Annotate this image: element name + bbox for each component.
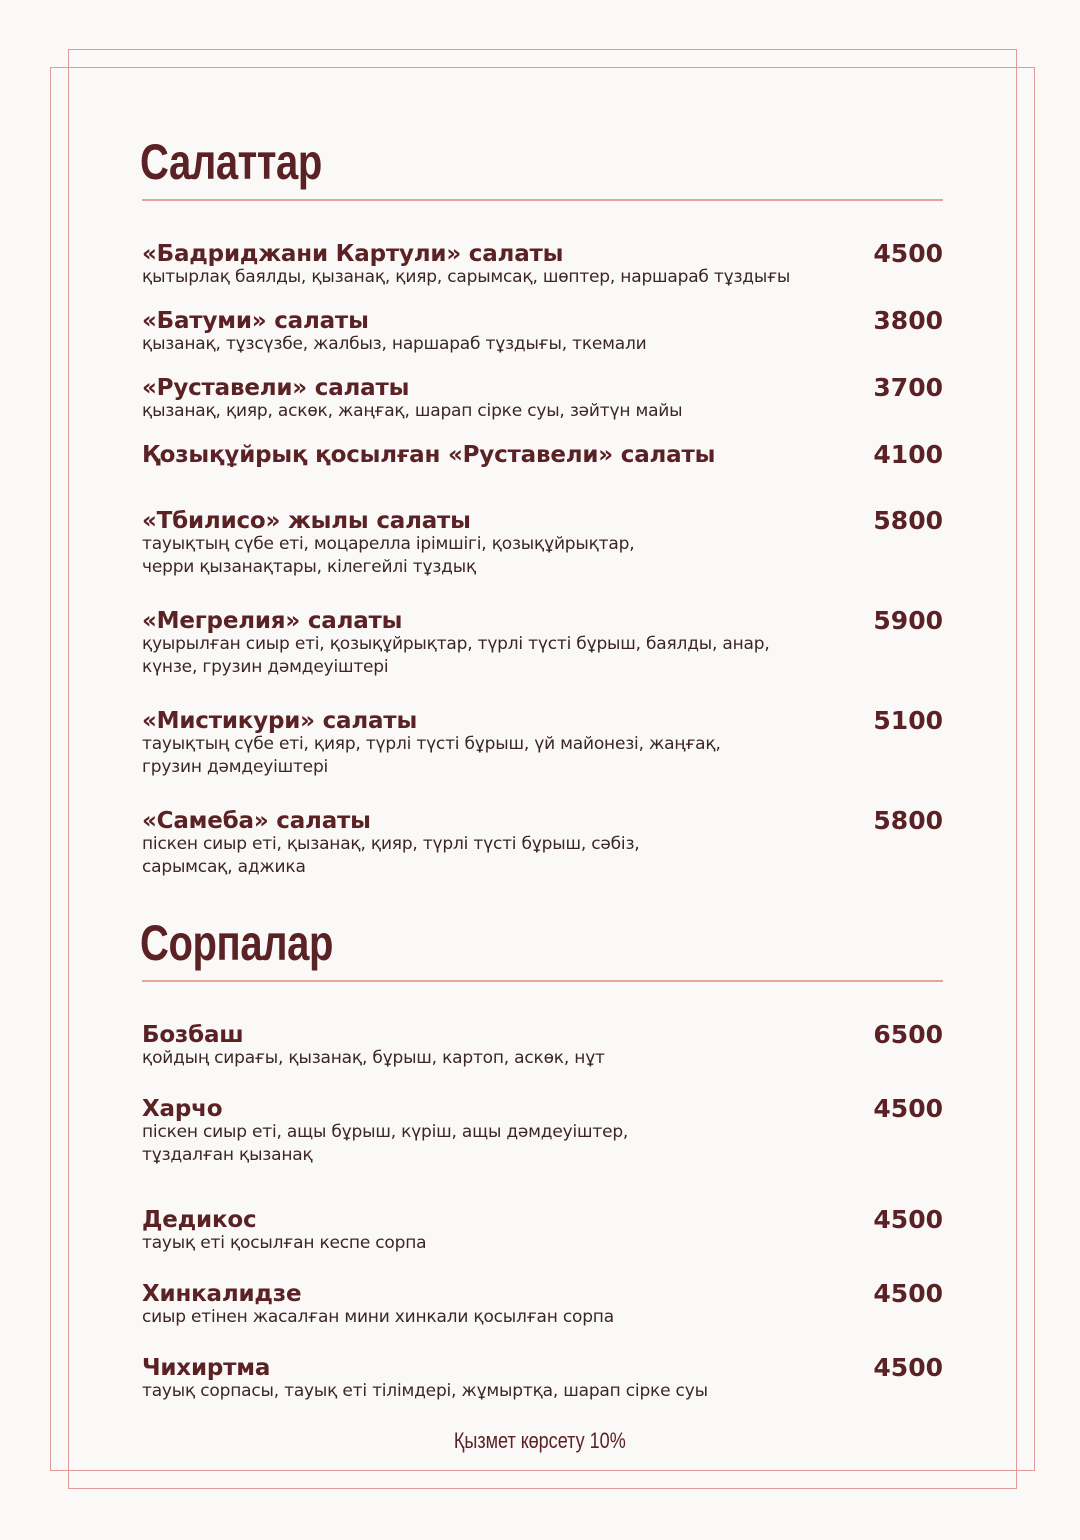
menu-item [142, 1094, 943, 1167]
menu-item-price: 5100 [873, 706, 943, 735]
menu-item [142, 706, 943, 779]
menu-item-description: тауық еті қосылған кеспе сорпа [142, 1233, 427, 1253]
menu-item-name: Қозықұйрық қосылған «Руставели» салаты [142, 442, 716, 468]
menu-item-price: 3700 [873, 373, 943, 402]
menu-item-name: «Мегрелия» салаты [142, 608, 403, 634]
menu-item-name: Чихиртма [142, 1355, 271, 1381]
menu-item-price: 4500 [873, 1205, 943, 1234]
menu-item-price: 3800 [873, 306, 943, 335]
menu-item [142, 806, 943, 879]
menu-item [142, 1279, 943, 1329]
menu-item-description: қытырлақ баялды, қызанақ, қияр, сарымсақ, шөптер, наршараб тұздығы [142, 267, 791, 287]
service-charge-text: Қызмет көрсету 10% [454, 1428, 626, 1453]
menu-item-description: қуырылған сиыр еті, қозықұйрықтар, түрлі түсті бұрыш, баялды, анар, күнзе, грузин дәмдеуіштері [142, 634, 770, 677]
menu-item-price: 4500 [873, 1353, 943, 1382]
menu-item [142, 306, 943, 356]
menu-item-name: «Тбилисо» жылы салаты [142, 508, 471, 534]
menu-item-price: 4500 [873, 1094, 943, 1123]
menu-item-description: піскен сиыр еті, қызанақ, қияр, түрлі түсті бұрыш, сәбіз, сарымсақ, аджика [142, 834, 640, 877]
menu-item [142, 373, 943, 423]
menu-item-description: тауықтың сүбе еті, қияр, түрлі түсті бұрыш, үй майонезі, жаңғақ, грузин дәмдеуіштері [142, 734, 721, 777]
menu-item-name: Хинкалидзе [142, 1281, 302, 1307]
menu-item-price: 4500 [873, 239, 943, 268]
menu-item-name: Харчо [142, 1096, 223, 1122]
menu-item-name: «Руставели» салаты [142, 375, 410, 401]
section-divider [142, 980, 943, 982]
service-charge-note [0, 1428, 1080, 1454]
menu-item-description: қызанақ, тұзсүзбе, жалбыз, наршараб тұздығы, ткемали [142, 334, 647, 354]
menu-item-price: 5900 [873, 606, 943, 635]
menu-item-name: Дедикос [142, 1207, 257, 1233]
menu-item [142, 606, 943, 679]
menu-item-name: «Самеба» салаты [142, 808, 371, 834]
menu-item [142, 440, 943, 469]
menu-item-description: тауықтың сүбе еті, моцарелла ірімшігі, қозықұйрықтар, черри қызанақтары, кілегейлі тұздық [142, 534, 635, 577]
menu-item-description: сиыр етінен жасалған мини хинкали қосылған сорпа [142, 1307, 614, 1327]
menu-item-price: 4100 [873, 440, 943, 469]
menu-item-price: 5800 [873, 506, 943, 535]
menu-item-name: «Батуми» салаты [142, 308, 369, 334]
menu-item [142, 1020, 943, 1070]
menu-item-description: тауық сорпасы, тауық еті тілімдері, жұмыртқа, шарап сірке суы [142, 1381, 708, 1401]
menu-item-description: қызанақ, қияр, аскөк, жаңғақ, шарап сірке суы, зәйтүн майы [142, 401, 683, 421]
menu-item [142, 506, 943, 579]
menu-item [142, 239, 943, 289]
menu-item-description: қойдың сирағы, қызанақ, бұрыш, картоп, аскөк, нұт [142, 1048, 605, 1068]
menu-item [142, 1205, 943, 1255]
section-title-soups: Сорпалар [140, 915, 334, 971]
menu-item-price: 5800 [873, 806, 943, 835]
menu-item-name: «Мистикури» салаты [142, 708, 418, 734]
menu-item-price: 6500 [873, 1020, 943, 1049]
menu-item-name: «Бадриджани Картули» салаты [142, 241, 564, 267]
menu-item-price: 4500 [873, 1279, 943, 1308]
section-title-salads: Салаттар [140, 134, 322, 190]
menu-item-name: Бозбаш [142, 1022, 244, 1048]
menu-item [142, 1353, 943, 1403]
section-divider [142, 199, 943, 201]
menu-item-description: піскен сиыр еті, ащы бұрыш, күріш, ащы дәмдеуіштер, тұздалған қызанақ [142, 1122, 629, 1165]
